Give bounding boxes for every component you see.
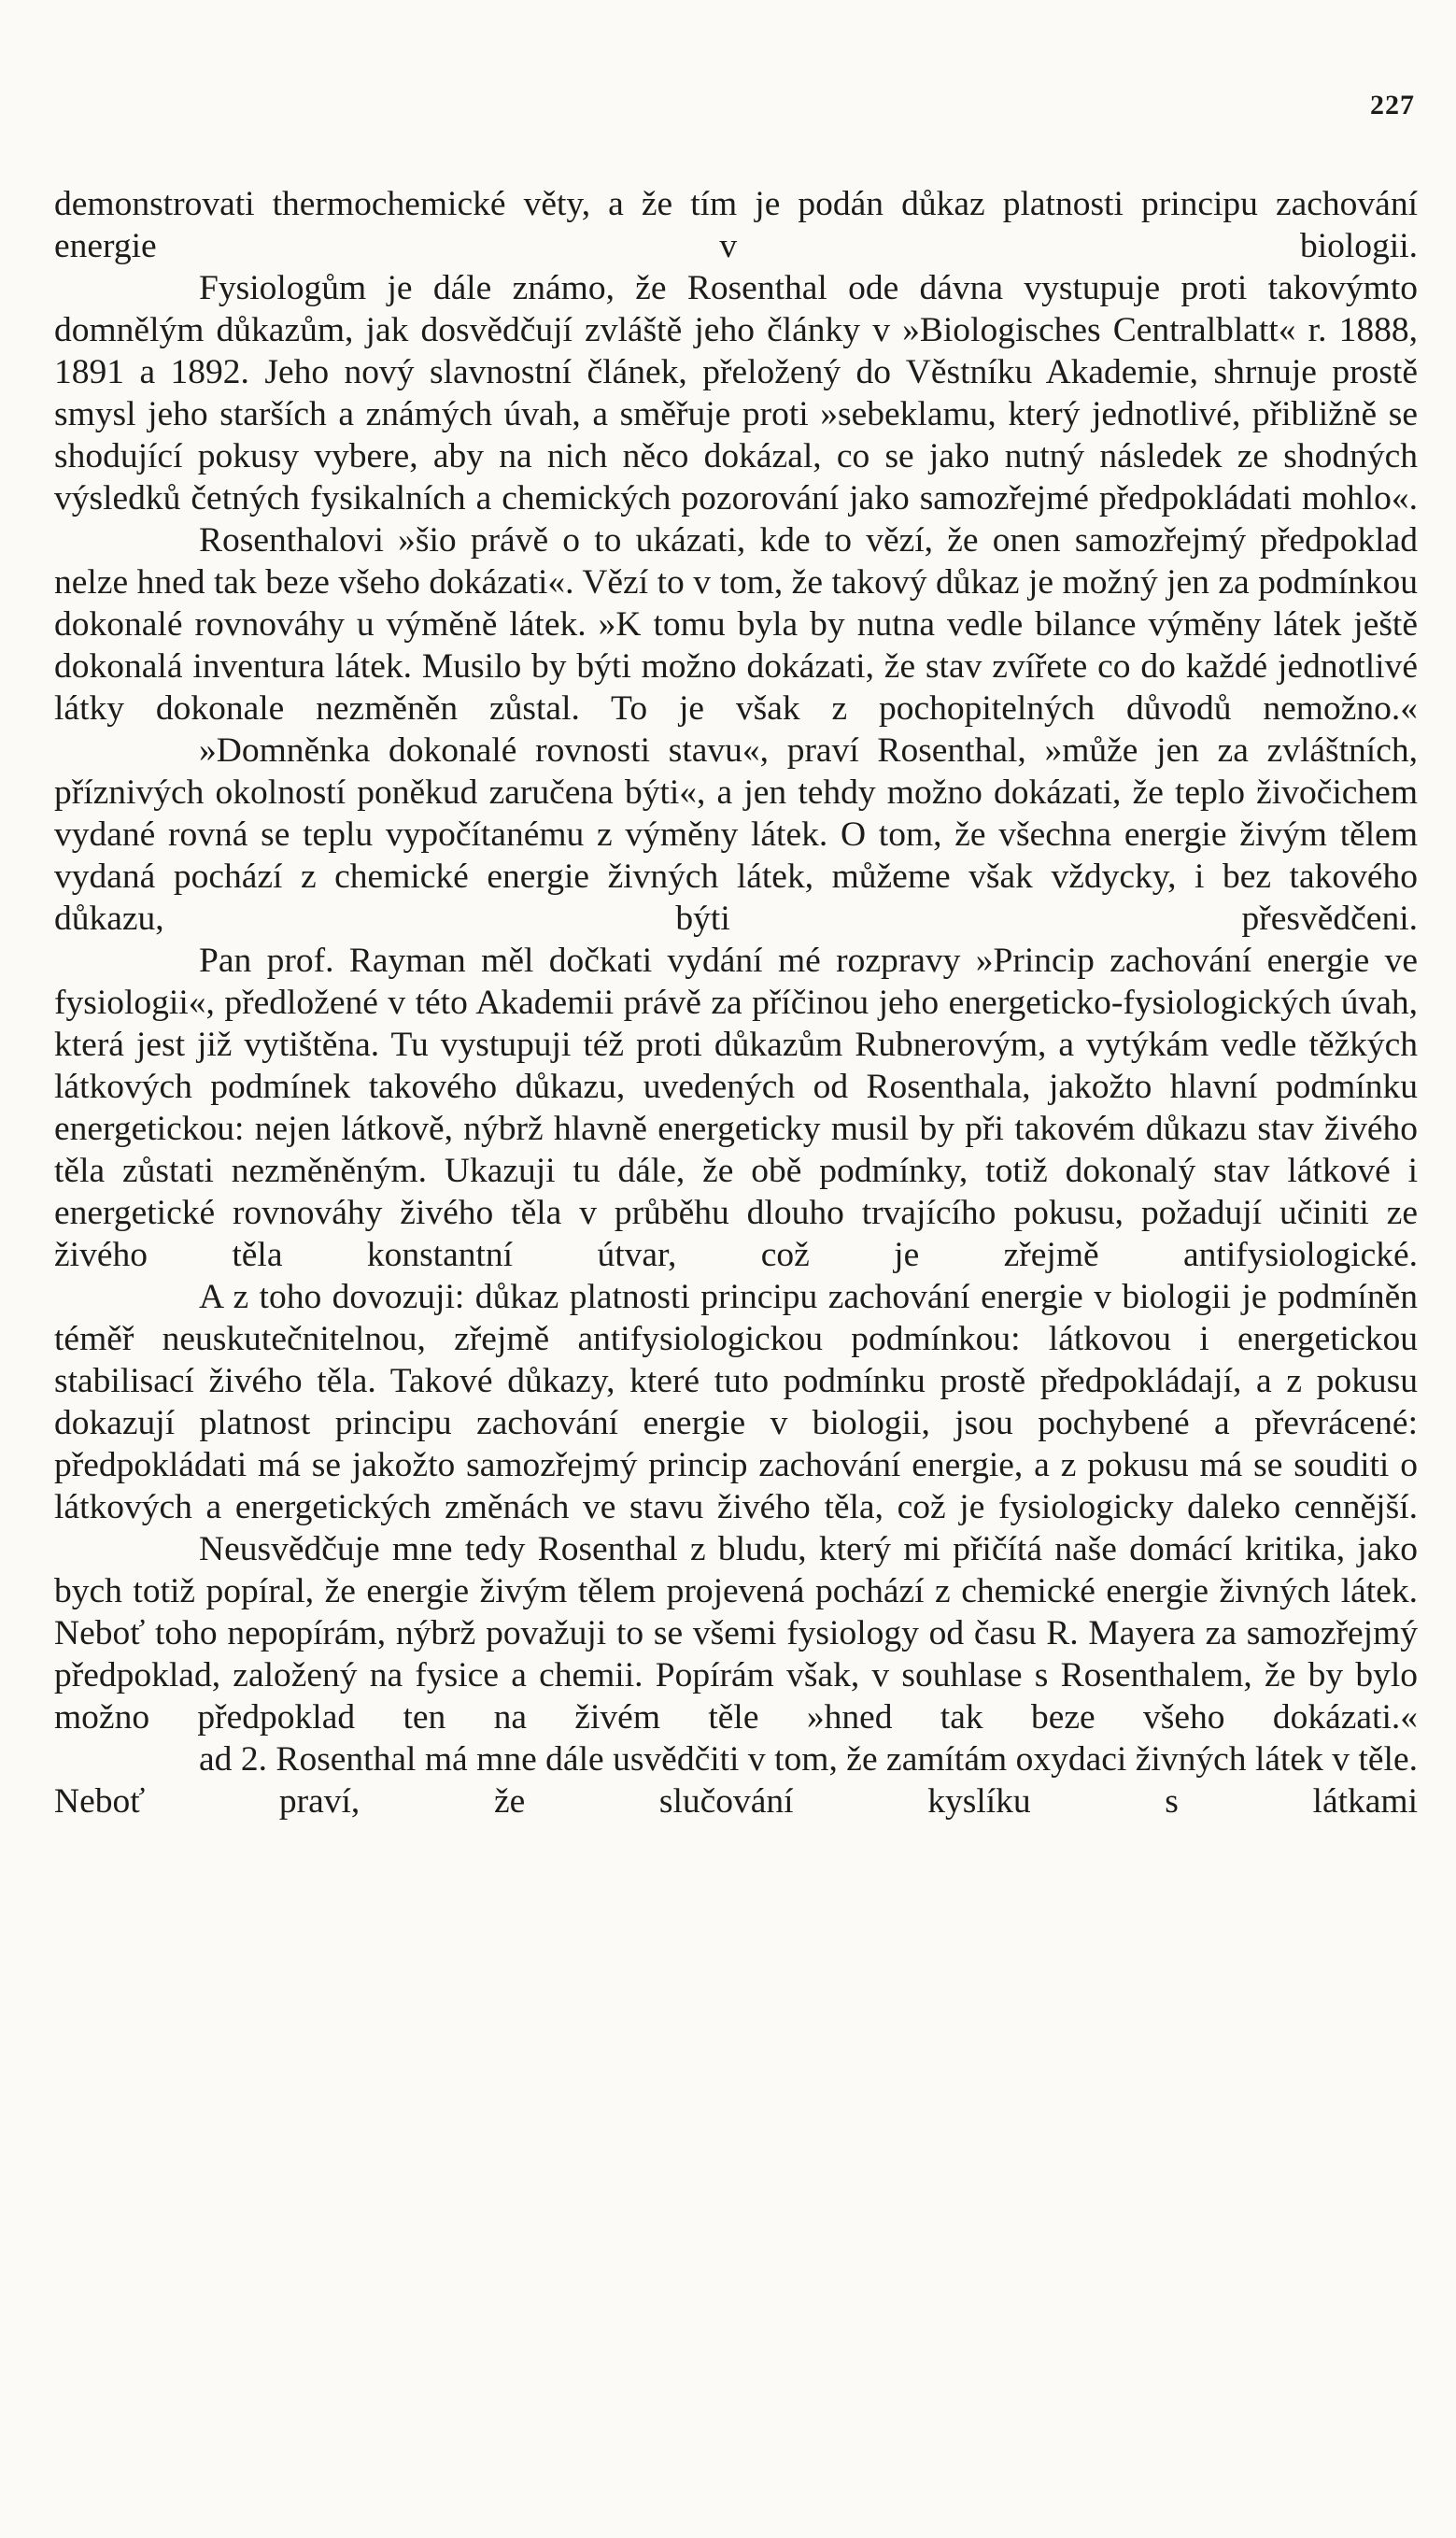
paragraph: demonstrovati thermochemické věty, a že tím je podán důkaz platnosti principu zachování energie v biologii.	[54, 185, 1418, 265]
paragraph: ad 2. Rosenthal má mne dále usvědčiti v tom, že zamítám oxydaci živných látek v těle. Neboť praví, že slučování kyslíku s látkami	[54, 1740, 1418, 1821]
body-text	[54, 183, 1418, 1822]
paragraph: Pan prof. Rayman měl dočkati vydání mé rozpravy »Princip zachování energie ve fysiologii«, předložené v této Akademii právě za příčinou jeho energeticko-fysiologických úvah, která jest již vytištěna. Tu vystupuji též proti důkazům Rubnerovým, a vytýkám vedle těžkých látkových podmínek takového důkazu, uvedených od Rosenthala, jakožto hlavní podmínku energetickou: nejen látkově, nýbrž hlavně energeticky musil by při takovém důkazu stav živého těla zůstati nezměněným. Ukazuji tu dále, že obě podmínky, totiž dokonalý stav látkové i energetické rovnováhy živého těla v průběhu dlouho trvajícího pokusu, požadují učiniti ze živého těla konstantní útvar, což je zřejmě antifysiologické.	[54, 942, 1418, 1274]
paragraph: Rosenthalovi »šio právě o to ukázati, kde to vězí, že onen samozřejmý předpoklad nelze hned tak beze všeho dokázati«. Vězí to v tom, že takový důkaz je možný jen za podmínkou dokonalé rovnováhy u výměně látek. »K tomu byla by nutna vedle bilance výměny látek ještě dokonalá inventura látek. Musilo by býti možno dokázati, že stav zvířete co do každé jednotlivé látky dokonale nezměněn zůstal. To je však z pochopitelných důvodů nemožno.«	[54, 521, 1418, 728]
paragraph: Fysiologům je dále známo, že Rosenthal ode dávna vystupuje proti takovýmto domnělým důkazům, jak dosvědčují zvláště jeho články v »Biologisches Centralblatt« r. 1888, 1891 a 1892. Jeho nový slavnostní článek, přeložený do Věstníku Akademie, shrnuje prostě smysl jeho starších a známých úvah, a směřuje proti »sebeklamu, který jednotlivé, přibližně se shodující pokusy vybere, aby na nich něco dokázal, co se jako nutný následek ze shodných výsledků četných fysikalních a chemických pozorování jako samozřejmé předpokládati mohlo«.	[54, 269, 1418, 518]
paragraph: »Domněnka dokonalé rovnosti stavu«, praví Rosenthal, »může jen za zvláštních, příznivých okolností poněkud zaručena býti«, a jen tehdy možno dokázati, že teplo živočichem vydané rovná se teplu vypočítanému z výměny látek. O tom, že všechna energie živým tělem vydaná pochází z chemické energie živných látek, můžeme však vždycky, i bez takového důkazu, býti přesvědčeni.	[54, 731, 1418, 938]
paragraph: Neusvědčuje mne tedy Rosenthal z bludu, který mi přičítá naše domácí kritika, jako bych totiž popíral, že energie živým tělem projevená pochází z chemické energie živných látek. Neboť toho nepopírám, nýbrž považuji to se všemi fysiology od času R. Mayera za samozřejmý předpoklad, založený na fysice a chemii. Popírám však, v souhlase s Rosenthalem, že by bylo možno předpoklad ten na živém těle »hned tak beze všeho dokázati.«	[54, 1530, 1418, 1737]
page-number: 227	[1370, 90, 1415, 121]
paragraph: A z toho dovozuji: důkaz platnosti principu zachování energie v biologii je podmíněn téměř neuskutečnitelnou, zřejmě antifysiologickou podmínkou: látkovou i energetickou stabilisací živého těla. Takové důkazy, které tuto podmínku prostě předpokládají, a z pokusu dokazují platnost principu zachování energie v biologii, jsou pochybené a převrácené: předpokládati má se jakožto samozřejmý princip zachování energie, a z pokusu má se souditi o látkových a energetických změnách ve stavu živého těla, což je fysiologicky daleko cennější.	[54, 1278, 1418, 1526]
